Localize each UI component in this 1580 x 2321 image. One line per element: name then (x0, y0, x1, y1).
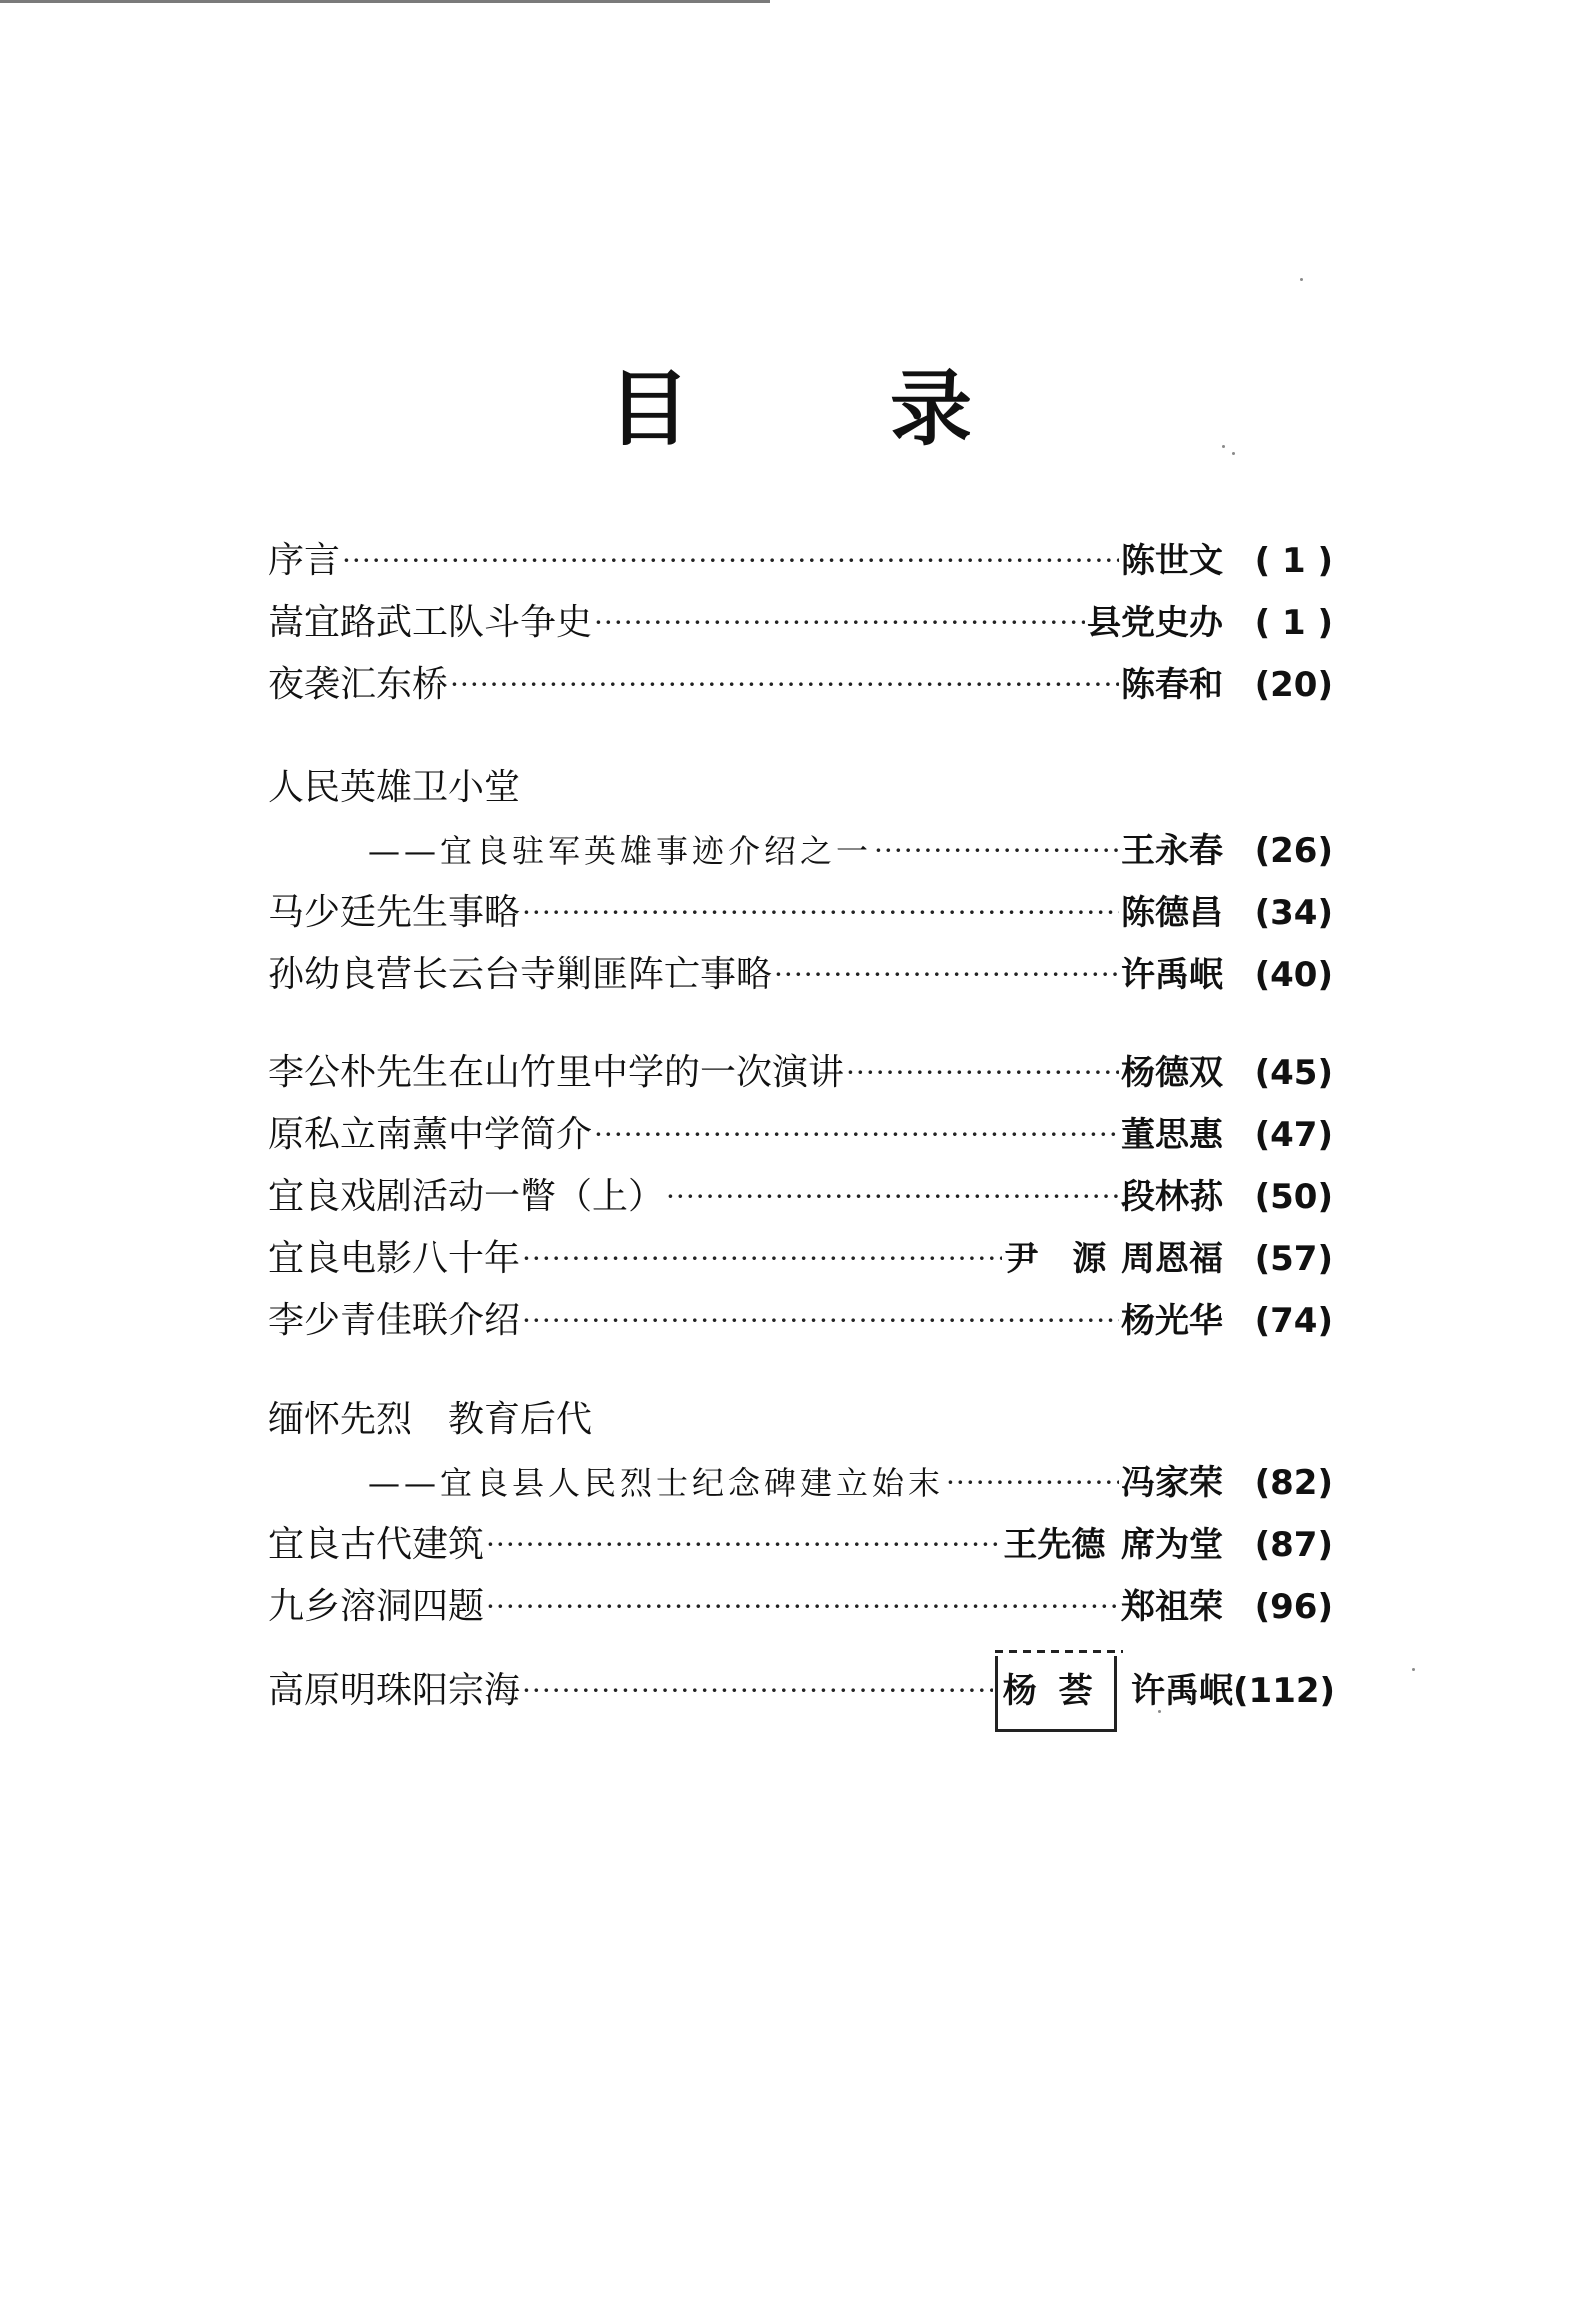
entry-page: (34) (1254, 893, 1333, 933)
entry-title: 宜良电影八十年 (268, 1238, 521, 1279)
entry-subtitle: ——宜良驻军英雄事迹介绍之一 (368, 832, 873, 870)
section-gap (268, 1006, 1333, 1042)
toc-entry[interactable] (268, 1514, 1333, 1576)
entry-title: 李公朴先生在山竹里中学的一次演讲 (268, 1052, 845, 1093)
entry-page: ( 1 ) (1254, 603, 1333, 643)
entry-page: (40) (1254, 955, 1333, 995)
entry-page: (74) (1254, 1301, 1333, 1341)
dot-leader (450, 654, 1119, 716)
entry-title: 序言 (268, 540, 341, 581)
entry-title: 嵩宜路武工队斗争史 (268, 602, 593, 643)
dot-leader (522, 1660, 993, 1722)
entry-author: 尹 源 (1004, 1239, 1107, 1279)
entry-title: 宜良戏剧活动一瞥（上） (268, 1176, 665, 1217)
entry-page: (45) (1254, 1053, 1333, 1093)
entry-title: 孙幼良营长云台寺剿匪阵亡事略 (268, 954, 773, 995)
toc-entry[interactable] (268, 820, 1333, 882)
table-of-contents (268, 530, 1336, 1722)
dot-leader (522, 882, 1119, 944)
entry-author: 董思惠 (1121, 1115, 1223, 1155)
entry-page: (50) (1254, 1177, 1333, 1217)
toc-entry[interactable] (268, 592, 1333, 654)
toc-entry[interactable] (268, 1660, 1336, 1722)
dot-leader (342, 530, 1119, 592)
entry-page: (57) (1254, 1239, 1333, 1279)
entry-author: 县党史办 (1087, 603, 1223, 643)
entry-author: 郑祖荣 (1121, 1587, 1223, 1627)
page-title-char: 录 (890, 362, 973, 457)
page-title (0, 360, 1580, 460)
entry-author: 王永春 (1121, 831, 1223, 871)
dot-leader (946, 1452, 1119, 1514)
entry-author: 陈德昌 (1121, 893, 1223, 933)
entry-title: 李少青佳联介绍 (268, 1300, 521, 1341)
toc-entry[interactable] (268, 654, 1333, 716)
toc-entry[interactable] (268, 1228, 1333, 1290)
toc-entry[interactable] (268, 1290, 1333, 1352)
section-gap (268, 1352, 1333, 1388)
entry-author: 段林荪 (1121, 1177, 1223, 1217)
dot-leader (774, 944, 1119, 1006)
toc-heading[interactable] (268, 756, 1333, 820)
entry-title: 九乡溶洞四题 (268, 1586, 485, 1627)
entry-page: (20) (1254, 665, 1333, 705)
entry-author: 杨德双 (1121, 1053, 1223, 1093)
dot-leader (846, 1042, 1119, 1104)
entry-title: 马少廷先生事略 (268, 892, 521, 933)
dot-leader (874, 820, 1119, 882)
boxed-author: 杨荟 (995, 1660, 1123, 1722)
scan-speck (1300, 278, 1303, 281)
entry-title: 原私立南薰中学简介 (268, 1114, 593, 1155)
entry-title: 夜袭汇东桥 (268, 664, 449, 705)
dot-leader (594, 1104, 1119, 1166)
entry-title: 人民英雄卫小堂 (268, 767, 521, 808)
toc-entry[interactable] (268, 882, 1333, 944)
entry-author: 王先德 (1003, 1525, 1106, 1565)
entry-subtitle: ——宜良县人民烈士纪念碑建立始末 (368, 1464, 945, 1502)
entry-author: 许禹岷 (1131, 1671, 1233, 1711)
toc-entry[interactable] (268, 1104, 1333, 1166)
page-title-char: 目 (607, 362, 690, 457)
entry-author: 周恩福 (1121, 1239, 1223, 1279)
entry-author: 杨光华 (1121, 1301, 1223, 1341)
entry-title: 高原明珠阳宗海 (268, 1670, 521, 1711)
entry-page: (82) (1254, 1463, 1333, 1503)
entry-page: (87) (1254, 1525, 1333, 1565)
dot-leader (594, 592, 1085, 654)
toc-entry[interactable] (268, 1166, 1333, 1228)
entry-author: 陈世文 (1121, 541, 1223, 581)
entry-title: 缅怀先烈 教育后代 (268, 1399, 593, 1440)
dot-leader (522, 1228, 1002, 1290)
entry-author: 席为堂 (1121, 1525, 1223, 1565)
entry-page: (26) (1254, 831, 1333, 871)
entry-page: (112) (1233, 1671, 1336, 1711)
entry-author: 许禹岷 (1121, 955, 1223, 995)
dot-leader (486, 1514, 1001, 1576)
toc-entry[interactable] (268, 1576, 1333, 1638)
section-gap (268, 716, 1333, 756)
entry-page: (47) (1254, 1115, 1333, 1155)
entry-title: 宜良古代建筑 (268, 1524, 485, 1565)
toc-entry[interactable] (268, 1042, 1333, 1104)
entry-author: 冯家荣 (1121, 1463, 1223, 1503)
entry-author: 陈春和 (1121, 665, 1223, 705)
section-gap (268, 1638, 1333, 1660)
toc-entry[interactable] (268, 530, 1333, 592)
toc-heading[interactable] (268, 1388, 1333, 1452)
scan-edge-line (0, 0, 770, 3)
scan-speck (1412, 1668, 1415, 1671)
dot-leader (486, 1576, 1119, 1638)
entry-page: (96) (1254, 1587, 1333, 1627)
toc-entry[interactable] (268, 1452, 1333, 1514)
toc-entry[interactable] (268, 944, 1333, 1006)
entry-page: ( 1 ) (1254, 541, 1333, 581)
dot-leader (522, 1290, 1119, 1352)
dot-leader (666, 1166, 1119, 1228)
